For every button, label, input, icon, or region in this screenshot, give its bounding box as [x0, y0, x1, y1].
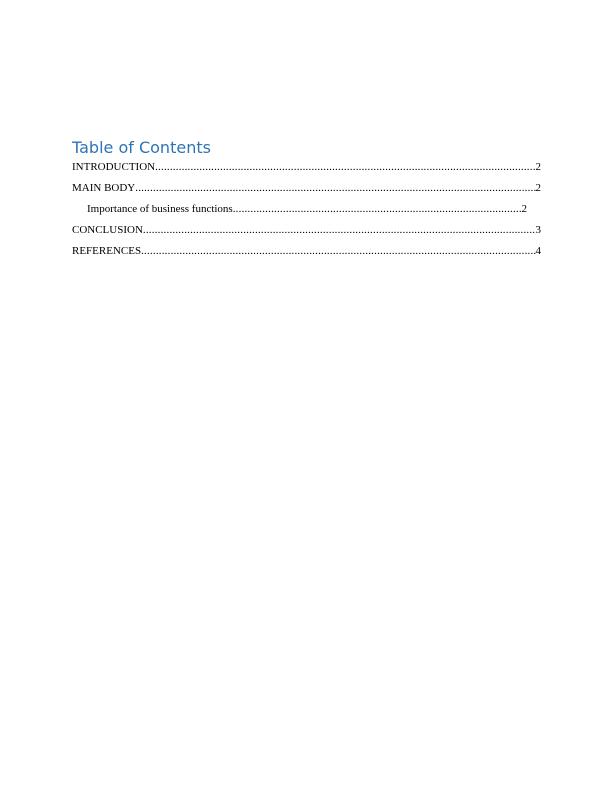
toc-entry-conclusion[interactable] — [72, 223, 541, 244]
toc-entry-main-body[interactable] — [72, 181, 541, 202]
toc-entry-label: CONCLUSION — [72, 224, 143, 236]
toc-dot-leader — [143, 223, 536, 237]
toc-page-number: 2 — [521, 203, 527, 215]
toc-entry-introduction[interactable] — [72, 160, 541, 181]
toc-entry-label: MAIN BODY — [72, 182, 136, 194]
toc-page-number: 2 — [535, 182, 541, 194]
table-of-contents — [72, 138, 541, 265]
toc-entry-importance-of-business-functions[interactable] — [72, 202, 542, 223]
toc-entry-label: INTRODUCTION — [72, 161, 156, 173]
toc-dot-leader — [135, 181, 535, 195]
toc-list — [72, 160, 541, 265]
toc-page-number: 3 — [535, 224, 541, 236]
toc-title: Table of Contents — [72, 138, 211, 157]
toc-entry-references[interactable] — [72, 244, 541, 265]
toc-dot-leader — [155, 160, 535, 174]
toc-dot-leader — [141, 244, 535, 258]
toc-page-number: 2 — [535, 161, 541, 173]
toc-dot-leader — [233, 202, 522, 216]
toc-page-number: 4 — [535, 245, 541, 257]
toc-entry-label: Importance of business functions — [87, 203, 233, 215]
toc-entry-label: REFERENCES — [72, 245, 142, 257]
